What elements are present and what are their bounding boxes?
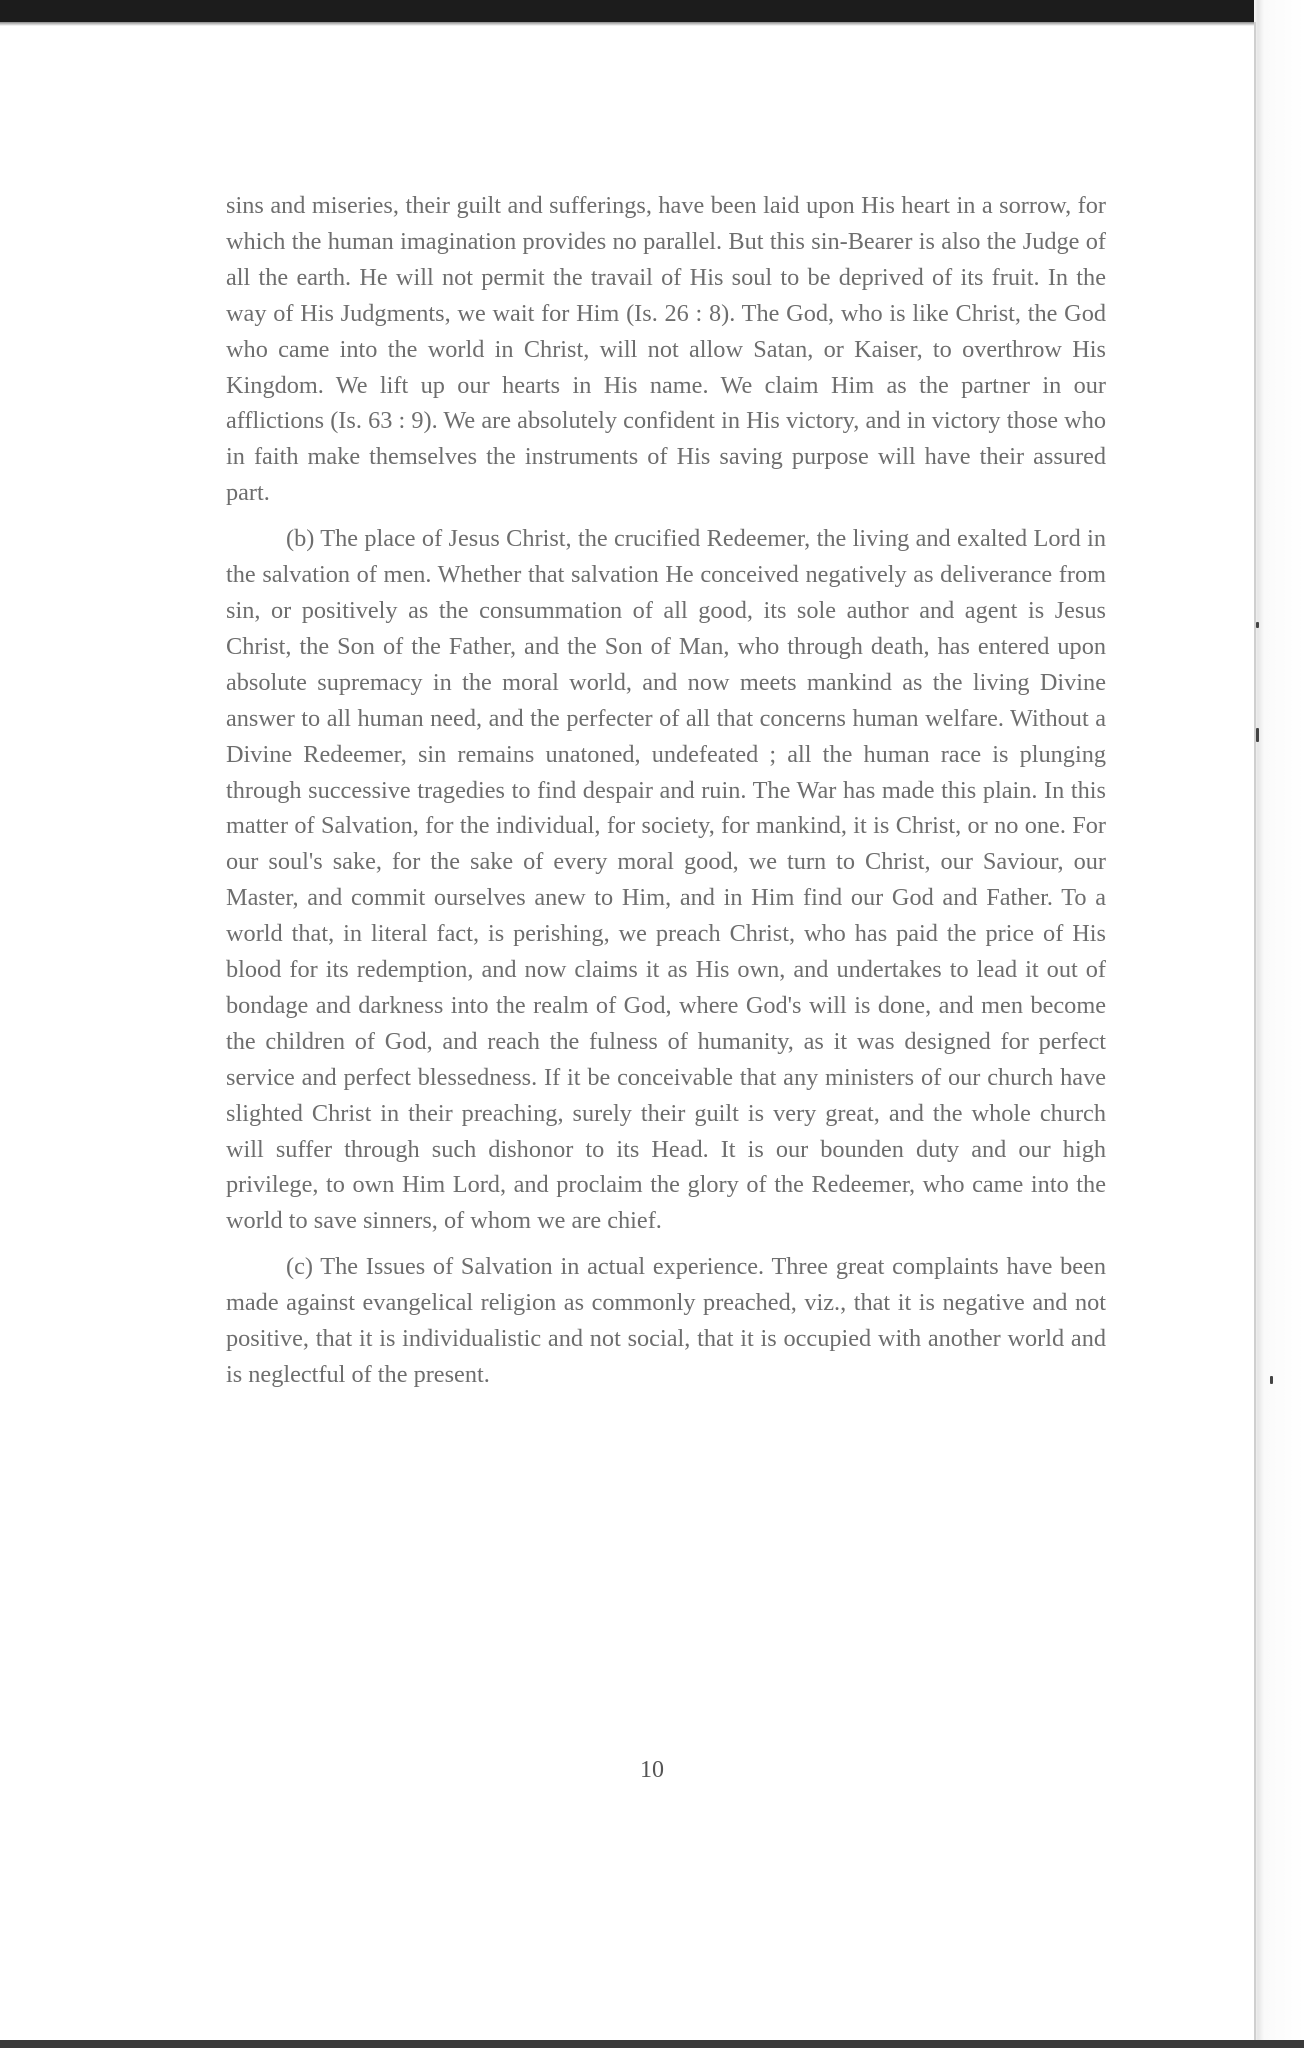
scan-right-edge	[1254, 0, 1304, 2048]
scan-bottom-border	[0, 2040, 1304, 2048]
paragraph-b: (b) The place of Jesus Christ, the crucified Redeemer, the living and exalted Lord in the salvation of men. Whether that salvation He conceived negatively as deliverance from sin, or positively as the consummation of all good, its sole author and agent is Jesus Christ, the Son of the Father, and the Son of Man, who through death, has entered upon absolute supremacy in the moral world, and now meets mankind as the living Divine answer to all human need, and the perfecter of all that concerns human welfare. Without a Divine Redeemer, sin remains unatoned, undefeated ; all the human race is plunging through successive tragedies to find despair and ruin. The War has made this plain. In this matter of Salvation, for the individual, for society, for mankind, it is Christ, or no one. For our soul's sake, for the sake of every moral good, we turn to Christ, our Saviour, our Master, and commit ourselves anew to Him, and in Him find our God and Father. To a world that, in literal fact, is perishing, we preach Christ, who has paid the price of His blood for its redemption, and now claims it as His own, and undertakes to lead it out of bondage and darkness into the realm of God, where God's will is done, and men become the children of God, and reach the fulness of humanity, as it was designed for perfect service and perfect blessedness. If it be conceivable that any ministers of our church have slighted Christ in their preaching, surely their guilt is very great, and the whole church will suffer through such dishonor to its Head. It is our bounden duty and our high privilege, to own Him Lord, and proclaim the glory of the Redeemer, who came into the world to save sinners, of whom we are chief.	[226, 525, 1106, 1235]
scan-speck	[1270, 1376, 1273, 1384]
paragraph-continuation: sins and miseries, their guilt and sufferings, have been laid upon His heart in a sorrow, for which the human imagination provides no parallel. But this sin-Bearer is also the Judge of all the earth. He will not permit the travail of His soul to be deprived of its fruit. In the way of His Judgments, we wait for Him (Is. 26 : 8). The God, who is like Christ, the God who came into the world in Christ, will not allow Satan, or Kaiser, to overthrow His Kingdom. We lift up our hearts in His name. We claim Him as the partner in our afflictions (Is. 63 : 9). We are absolutely confident in His victory, and in victory those who in faith make themselves the instruments of His saving purpose will have their assured part.	[226, 192, 1106, 507]
page-body	[226, 188, 1106, 1393]
paragraph-c: (c) The Issues of Salvation in actual experience. Three great complaints have been made against evangelical religion as commonly preached, viz., that it is negative and not positive, that it is individualistic and not social, that it is occupied with another world and is neglectful of the present.	[226, 1253, 1106, 1388]
scan-speck	[1256, 728, 1259, 742]
page-edge-line	[1254, 22, 1256, 2040]
page-number: 10	[640, 1757, 664, 1783]
scan-speck	[1256, 622, 1259, 628]
scan-top-border	[0, 0, 1304, 22]
